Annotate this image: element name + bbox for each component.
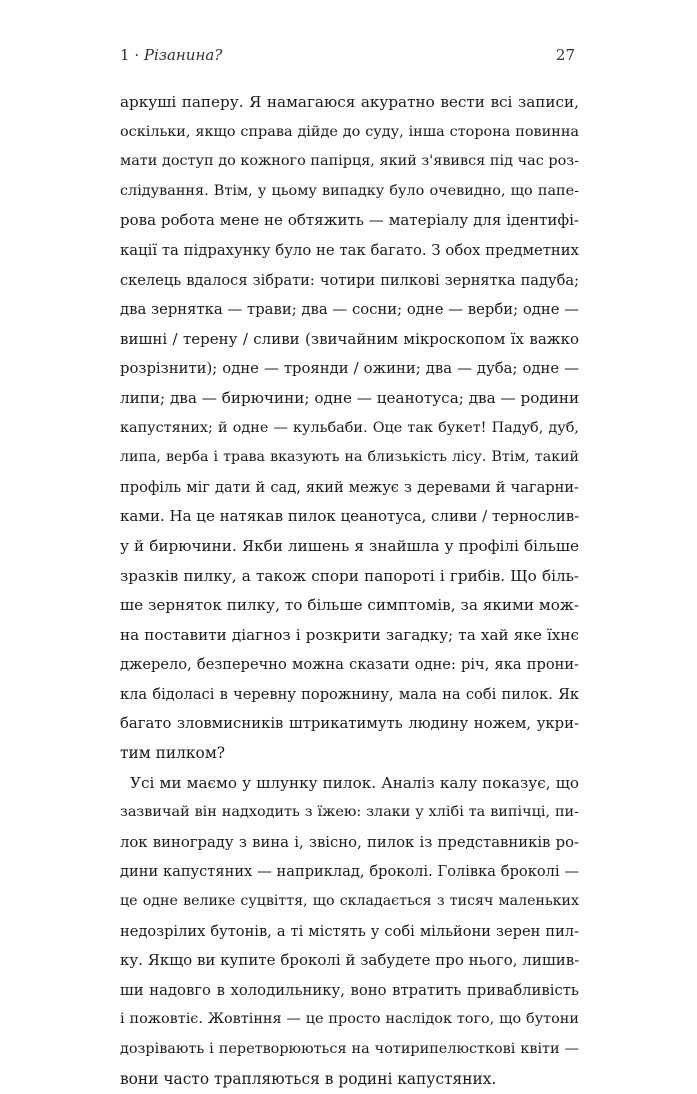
text-line: недозрілих бутонів, а ті містять у собі мільйони зерен пил- (120, 922, 579, 940)
page-number: 27 (555, 46, 575, 64)
text-line: слідування. Втім, у цьому випадку було очевидно, що папе- (120, 182, 579, 199)
running-head (120, 46, 577, 70)
text-line: джерело, безперечно можна сказати одне: річ, яка прони- (120, 656, 579, 674)
text-line: дини капустяних — наприклад, броколі. Голівка броколі — (120, 863, 579, 881)
text-line: профіль міг дати й сад, який межує з деревами й чагарни- (120, 478, 579, 496)
text-line: вони часто трапляються в родині капустяних. (120, 1069, 497, 1088)
text-line: ши надовго в холодильнику, воно втратить привабливість (120, 981, 579, 999)
text-line: два зернятка — трави; два — сосни; одне — верби; одне — (120, 301, 579, 319)
text-line: кла бідоласі в черевну порожнину, мала на собі пилок. Як (120, 685, 579, 703)
text-line: ку. Якщо ви купите броколі й забудете про нього, лишив- (120, 951, 579, 970)
text-line: рова робота мене не обтяжить — матеріалу для ідентифі- (120, 211, 579, 230)
paragraph (120, 88, 579, 769)
body-text (120, 88, 579, 1094)
text-line: на поставити діагноз і розкрити загадку; та хай яке їхнє (120, 625, 579, 644)
text-line: скелець вдалося зібрати: чотири пилкові зернятка падуба; (120, 271, 579, 289)
text-line: кації та підрахунку було не так багато. З обох предметних (120, 241, 579, 259)
text-line: мати доступ до кожного папірця, який з'явився під час роз- (120, 153, 579, 170)
text-line: оскільки, якщо справа дійде до суду, інша сторона повинна (120, 123, 579, 140)
text-line: вишні / терену / сливи (звичайним мікроскопом їх важко (120, 329, 579, 348)
paragraph (120, 769, 579, 1094)
text-line: і пожовтіє. Жовтіння — це просто наслідок того, що бутони (120, 1011, 579, 1028)
chapter-title: Різанина? (143, 46, 223, 64)
text-line: зазвичай він надходить з їжею: злаки у хлібі та випічці, пи- (120, 804, 579, 821)
text-line: ками. На це натякав пилок цеанотуса, сливи / тернослив- (120, 507, 579, 526)
text-line: липи; два — бирючини; одне — цеанотуса; два — родини (120, 388, 579, 407)
running-head-chapter (120, 46, 222, 64)
text-line: аркуші паперу. Я намагаюся акуратно вести всі записи, (120, 93, 579, 111)
text-line: ше зерняток пилку, то більше симптомів, за якими мож- (120, 596, 579, 615)
chapter-number: 1 (120, 46, 130, 64)
text-line: тим пилком? (120, 744, 226, 763)
text-line: дозрівають і перетворюються на чотирипелюсткові квіти — (120, 1041, 579, 1057)
text-line: зразків пилку, а також спори папороті і грибів. Що біль- (120, 566, 579, 585)
text-line: капустяних; й одне — кульбаби. Оце так букет! Падуб, дуб, (120, 419, 579, 436)
header-separator: · (134, 46, 140, 64)
text-line: розрізнити); одне — троянди / ожини; два — дуба; одне — (120, 360, 579, 378)
text-line: лок винограду з вина і, звісно, пилок із представників ро- (120, 833, 579, 851)
text-line: липа, верба і трава вказують на близькість лісу. Втім, такий (120, 449, 579, 466)
text-line: багато зловмисників штрикатимуть людину ножем, укри- (120, 715, 579, 733)
text-line: Усі ми маємо у шлунку пилок. Аналіз калу показує, що (130, 773, 579, 792)
text-line: це одне велике суцвіття, що складається з тисяч маленьких (120, 893, 579, 910)
text-line: у й бирючини. Якби лишень я знайшла у профілі більше (120, 536, 579, 555)
